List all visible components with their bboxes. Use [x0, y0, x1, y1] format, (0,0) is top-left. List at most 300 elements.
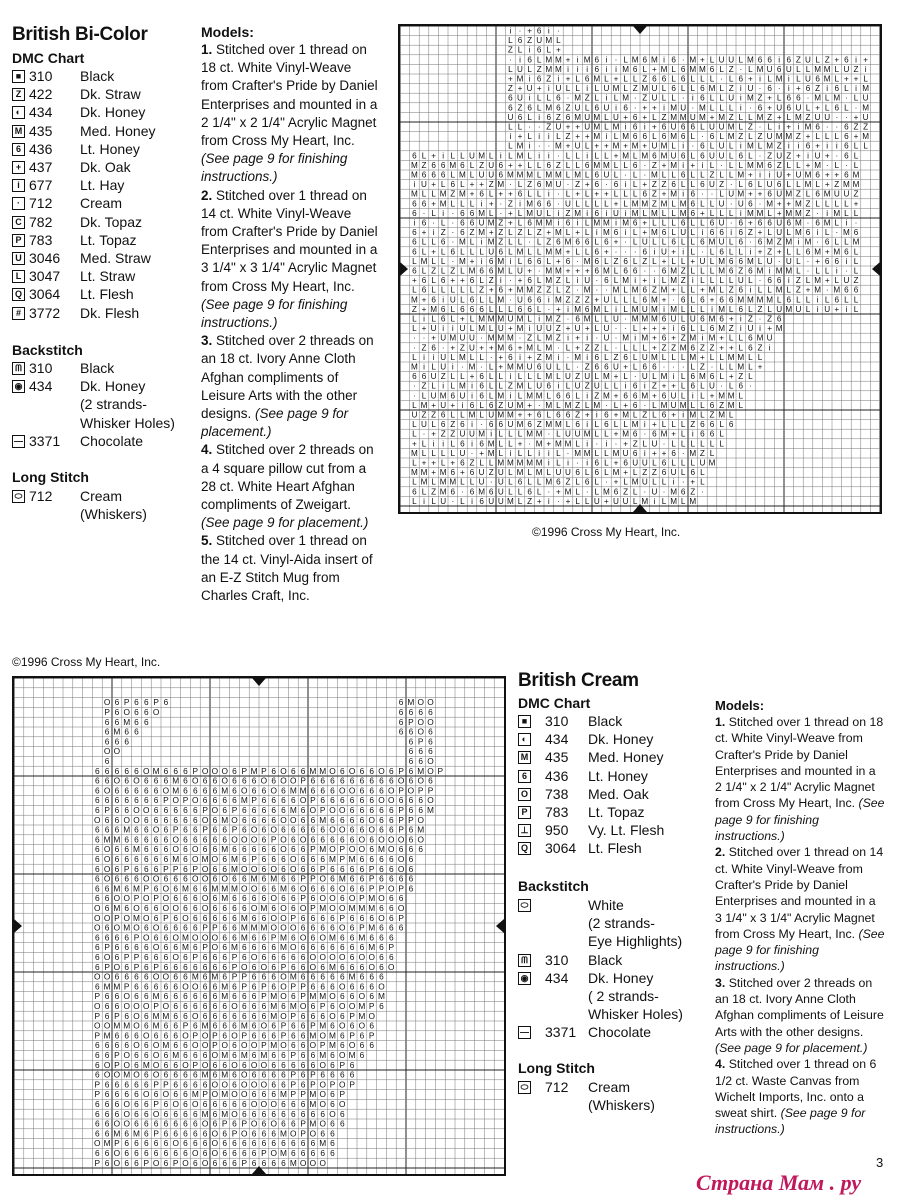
dmc-number: 435: [545, 749, 569, 766]
svg-text:O: O: [201, 932, 209, 943]
svg-text:·: ·: [825, 160, 829, 170]
model-item: 5. Stitched over 1 thread on the 14 ct. Vinyl-Aida insert of an E-Z Stitch Mug from Charles Craft, Inc.: [201, 533, 373, 604]
svg-text:i: i: [797, 237, 800, 247]
svg-text:M: M: [516, 285, 524, 295]
svg-text:6: 6: [290, 883, 296, 894]
svg-text:i: i: [547, 189, 550, 199]
svg-text:L: L: [460, 477, 465, 487]
svg-text:·: ·: [509, 55, 512, 65]
svg-text:M: M: [497, 391, 505, 401]
svg-text:L: L: [527, 477, 532, 487]
svg-text:L: L: [690, 132, 696, 142]
svg-text:6: 6: [143, 697, 149, 708]
svg-text:6: 6: [661, 458, 667, 468]
svg-text:M: M: [516, 74, 524, 84]
svg-text:U: U: [843, 189, 850, 199]
svg-text:L: L: [728, 362, 734, 372]
svg-text:O: O: [143, 873, 150, 884]
svg-text:+: +: [796, 84, 801, 94]
svg-text:L: L: [805, 189, 811, 199]
svg-text:M: M: [478, 228, 485, 238]
svg-text:Z: Z: [594, 343, 600, 353]
svg-text:+: +: [642, 228, 648, 238]
svg-text:O: O: [270, 1118, 277, 1129]
svg-text:6: 6: [330, 912, 335, 923]
svg-text:L: L: [680, 429, 686, 439]
svg-text:6: 6: [124, 854, 130, 865]
svg-text:6: 6: [163, 1128, 169, 1139]
svg-text:6: 6: [748, 266, 753, 276]
svg-text:6: 6: [349, 883, 355, 894]
svg-text:i: i: [471, 496, 473, 506]
svg-text:L: L: [498, 372, 504, 382]
svg-text:6: 6: [183, 873, 188, 884]
svg-text:6: 6: [728, 420, 734, 430]
svg-text:6: 6: [134, 991, 139, 1002]
svg-text:L: L: [690, 180, 696, 190]
svg-text:6: 6: [104, 991, 110, 1002]
svg-text:P: P: [123, 952, 130, 963]
svg-text:L: L: [671, 93, 676, 103]
svg-text:6: 6: [460, 160, 465, 170]
svg-text:6: 6: [310, 883, 316, 894]
svg-text:L: L: [508, 429, 513, 439]
svg-text:O: O: [241, 785, 248, 796]
svg-text:6: 6: [212, 991, 218, 1002]
svg-text:6: 6: [153, 834, 159, 845]
svg-text:O: O: [427, 765, 434, 776]
svg-text:U: U: [766, 180, 773, 190]
svg-text:6: 6: [212, 1099, 218, 1110]
svg-text:i: i: [855, 84, 857, 94]
svg-text:·: ·: [614, 439, 618, 449]
svg-text:+: +: [642, 218, 648, 228]
svg-text:O: O: [133, 1040, 140, 1051]
svg-text:L: L: [623, 160, 628, 170]
svg-text:6: 6: [330, 775, 335, 786]
svg-text:L: L: [594, 324, 600, 334]
svg-text:6: 6: [310, 922, 316, 933]
svg-text:6: 6: [300, 805, 306, 816]
svg-text:L: L: [488, 372, 494, 382]
svg-text:U: U: [651, 487, 658, 497]
svg-text:6: 6: [431, 295, 436, 305]
svg-text:M: M: [679, 112, 687, 122]
svg-text:+: +: [642, 180, 648, 190]
svg-text:O: O: [211, 854, 219, 865]
svg-text:M: M: [641, 314, 649, 324]
svg-text:+: +: [508, 324, 513, 334]
svg-text:6: 6: [479, 372, 484, 382]
svg-text:U: U: [536, 36, 543, 46]
svg-text:i: i: [653, 496, 656, 506]
svg-text:M: M: [309, 991, 317, 1002]
svg-text:6: 6: [222, 1099, 228, 1110]
svg-text:M: M: [487, 314, 495, 324]
svg-text:U: U: [593, 496, 600, 506]
svg-text:L: L: [469, 160, 475, 170]
svg-text:6: 6: [261, 834, 267, 845]
svg-text:M: M: [708, 285, 716, 295]
svg-text:O: O: [270, 922, 277, 933]
svg-text:6: 6: [290, 1138, 296, 1149]
svg-text:P: P: [339, 854, 346, 865]
svg-text:·: ·: [758, 276, 762, 286]
svg-text:·: ·: [557, 496, 560, 506]
svg-text:+: +: [700, 55, 705, 65]
svg-text:Z: Z: [536, 228, 542, 238]
svg-text:6: 6: [94, 1050, 100, 1061]
svg-text:·: ·: [557, 343, 560, 353]
svg-text:M: M: [756, 64, 764, 74]
svg-text:6: 6: [202, 844, 208, 855]
svg-text:Z: Z: [584, 93, 590, 103]
svg-text:Z: Z: [498, 218, 504, 228]
color-name: Lt. Flesh: [80, 286, 134, 303]
svg-text:M: M: [133, 844, 140, 855]
svg-text:·: ·: [643, 266, 647, 276]
svg-text:6: 6: [251, 981, 257, 992]
svg-text:+: +: [853, 74, 859, 84]
svg-text:M: M: [631, 208, 639, 218]
svg-text:6: 6: [222, 1001, 228, 1012]
svg-text:6: 6: [412, 266, 417, 276]
svg-text:6: 6: [320, 1069, 326, 1080]
svg-text:+: +: [671, 381, 676, 391]
svg-text:Z: Z: [795, 276, 801, 286]
svg-text:L: L: [680, 314, 686, 324]
svg-text:O: O: [94, 1138, 101, 1149]
svg-text:6: 6: [536, 410, 542, 420]
svg-text:6: 6: [330, 942, 335, 953]
svg-text:L: L: [652, 112, 657, 122]
svg-text:+: +: [431, 400, 436, 410]
svg-text:6: 6: [212, 824, 218, 835]
svg-text:M: M: [727, 400, 735, 410]
svg-text:·: ·: [451, 256, 455, 266]
svg-text:6: 6: [398, 844, 404, 855]
svg-text:Z: Z: [680, 276, 686, 286]
svg-text:6: 6: [124, 873, 130, 884]
svg-text:O: O: [152, 873, 160, 884]
svg-text:L: L: [767, 304, 772, 314]
svg-text:Z: Z: [440, 372, 446, 382]
svg-text:M: M: [516, 170, 524, 180]
svg-text:O: O: [133, 775, 140, 786]
svg-text:6: 6: [748, 180, 753, 190]
svg-text:U: U: [603, 103, 610, 113]
svg-text:6: 6: [163, 922, 169, 933]
svg-text:6: 6: [738, 285, 744, 295]
svg-text:6: 6: [232, 795, 237, 806]
svg-text:M: M: [622, 333, 629, 343]
svg-text:P: P: [231, 1128, 238, 1139]
svg-text:P: P: [241, 1157, 248, 1168]
svg-text:O: O: [172, 844, 179, 855]
svg-text:6: 6: [300, 1069, 306, 1080]
svg-text:6: 6: [232, 1040, 237, 1051]
svg-text:O: O: [103, 844, 111, 855]
svg-text:M: M: [583, 448, 591, 458]
svg-text:6: 6: [114, 1079, 120, 1090]
svg-text:6: 6: [192, 912, 198, 923]
svg-text:+: +: [805, 132, 811, 142]
svg-text:L: L: [757, 141, 763, 151]
svg-text:O: O: [339, 785, 346, 796]
svg-text:6: 6: [349, 1059, 355, 1070]
svg-text:M: M: [583, 285, 591, 295]
svg-text:Z: Z: [795, 132, 801, 142]
svg-text:L: L: [527, 372, 532, 382]
svg-text:6: 6: [183, 1089, 188, 1100]
svg-text:M: M: [497, 333, 505, 343]
svg-text:+: +: [623, 141, 628, 151]
svg-text:6: 6: [183, 1010, 188, 1021]
svg-text:6: 6: [202, 775, 208, 786]
svg-text:6: 6: [192, 1079, 198, 1090]
svg-text:M: M: [439, 189, 447, 199]
svg-text:6: 6: [143, 1148, 149, 1159]
svg-text:M: M: [651, 314, 658, 324]
color-name: Dk. Honey: [80, 378, 146, 395]
svg-text:U: U: [766, 333, 773, 343]
svg-text:M: M: [660, 151, 668, 161]
svg-text:M: M: [689, 448, 697, 458]
svg-text:6: 6: [143, 716, 149, 727]
symbol-icon: ·: [12, 197, 25, 210]
svg-text:6: 6: [412, 247, 417, 257]
svg-text:O: O: [172, 903, 179, 914]
svg-text:M: M: [574, 448, 581, 458]
svg-text:M: M: [535, 391, 543, 401]
svg-text:6: 6: [173, 765, 179, 776]
svg-text:L: L: [613, 381, 619, 391]
svg-text:6: 6: [709, 218, 715, 228]
svg-text:+: +: [661, 448, 667, 458]
svg-text:6: 6: [418, 795, 424, 806]
svg-text:P: P: [349, 1079, 355, 1090]
svg-text:L: L: [700, 439, 705, 449]
svg-text:·: ·: [547, 304, 551, 314]
svg-text:O: O: [309, 805, 317, 816]
svg-text:M: M: [775, 132, 783, 142]
svg-text:6: 6: [271, 1138, 277, 1149]
svg-text:6: 6: [320, 795, 326, 806]
svg-text:U: U: [785, 64, 792, 74]
svg-text:6: 6: [320, 922, 326, 933]
svg-text:M: M: [670, 487, 677, 497]
svg-text:6: 6: [134, 1099, 139, 1110]
svg-text:P: P: [349, 1010, 355, 1021]
svg-text:6: 6: [700, 84, 705, 94]
svg-text:6: 6: [330, 1118, 335, 1129]
svg-text:·: ·: [854, 218, 858, 228]
svg-text:U: U: [603, 333, 610, 343]
svg-text:O: O: [280, 981, 287, 992]
svg-text:M: M: [211, 971, 219, 982]
svg-text:6: 6: [536, 45, 542, 55]
svg-text:P: P: [94, 1010, 101, 1021]
svg-text:O: O: [162, 903, 170, 914]
svg-text:+: +: [767, 324, 772, 334]
svg-text:L: L: [527, 381, 532, 391]
svg-text:L: L: [517, 45, 523, 55]
svg-text:M: M: [679, 400, 687, 410]
svg-text:O: O: [133, 1001, 140, 1012]
svg-text:M: M: [507, 333, 514, 343]
svg-text:M: M: [516, 420, 524, 430]
svg-text:L: L: [661, 420, 667, 430]
svg-text:O: O: [378, 912, 385, 923]
svg-text:6: 6: [173, 1010, 179, 1021]
svg-text:·: ·: [413, 343, 416, 353]
svg-text:6: 6: [134, 863, 139, 874]
svg-text:O: O: [270, 785, 277, 796]
svg-text:L: L: [671, 199, 676, 209]
svg-text:P: P: [241, 765, 248, 776]
svg-text:i: i: [595, 410, 598, 420]
svg-text:i: i: [739, 93, 742, 103]
svg-text:L: L: [728, 304, 734, 314]
svg-text:6: 6: [251, 1108, 257, 1119]
svg-text:U: U: [776, 170, 783, 180]
svg-text:L: L: [498, 439, 504, 449]
svg-text:i: i: [739, 84, 742, 94]
svg-text:Z: Z: [795, 189, 801, 199]
svg-text:L: L: [853, 295, 859, 305]
svg-text:6: 6: [652, 74, 657, 84]
svg-text:L: L: [517, 122, 523, 132]
svg-text:L: L: [767, 74, 772, 84]
color-name: Lt. Hay: [80, 177, 125, 194]
svg-text:6: 6: [300, 863, 306, 874]
svg-text:U: U: [469, 429, 475, 439]
svg-text:M: M: [545, 247, 553, 257]
svg-text:M: M: [221, 844, 229, 855]
svg-text:M: M: [708, 458, 716, 468]
svg-text:L: L: [834, 64, 840, 74]
svg-text:+: +: [613, 429, 619, 439]
svg-text:L: L: [412, 429, 417, 439]
svg-text:6: 6: [183, 824, 188, 835]
svg-text:M: M: [785, 237, 793, 247]
svg-text:6: 6: [94, 1099, 100, 1110]
svg-text:L: L: [815, 266, 820, 276]
svg-text:6: 6: [183, 922, 188, 933]
svg-text:i: i: [567, 304, 569, 314]
svg-text:O: O: [339, 883, 346, 894]
svg-text:L: L: [652, 132, 657, 142]
svg-text:U: U: [824, 304, 831, 314]
symbol-icon: —: [520, 1027, 529, 1038]
svg-text:6: 6: [124, 932, 130, 943]
svg-text:6: 6: [320, 834, 326, 845]
svg-text:6: 6: [241, 991, 247, 1002]
svg-text:6: 6: [183, 893, 188, 904]
svg-text:6: 6: [153, 775, 159, 786]
svg-text:P: P: [261, 981, 267, 992]
svg-text:M: M: [795, 228, 802, 238]
svg-text:6: 6: [632, 448, 638, 458]
svg-text:6: 6: [173, 1128, 179, 1139]
svg-text:M: M: [814, 247, 821, 257]
svg-text:+: +: [431, 333, 436, 343]
svg-text:L: L: [796, 74, 801, 84]
svg-text:+: +: [517, 343, 523, 353]
svg-text:+: +: [786, 170, 792, 180]
svg-text:6: 6: [594, 64, 600, 74]
svg-text:6: 6: [183, 805, 188, 816]
svg-text:M: M: [670, 496, 677, 506]
svg-text:6: 6: [104, 922, 110, 933]
top-title: British Bi-Color: [12, 24, 148, 45]
svg-text:M: M: [545, 103, 553, 113]
svg-text:6: 6: [330, 1001, 335, 1012]
svg-text:L: L: [594, 151, 600, 161]
svg-text:6: 6: [104, 716, 110, 727]
svg-text:6: 6: [241, 844, 247, 855]
svg-text:M: M: [526, 429, 533, 439]
svg-text:6: 6: [517, 477, 523, 487]
svg-text:6: 6: [460, 439, 465, 449]
svg-text:6: 6: [834, 295, 840, 305]
svg-text:6: 6: [251, 814, 257, 825]
svg-text:M: M: [172, 1050, 180, 1061]
svg-text:6: 6: [300, 814, 306, 825]
svg-text:6: 6: [310, 981, 316, 992]
svg-text:L: L: [594, 448, 600, 458]
top-dmc-heading: DMC Chart: [12, 50, 85, 66]
svg-text:M: M: [785, 132, 793, 142]
svg-text:O: O: [241, 1069, 248, 1080]
svg-text:6: 6: [369, 765, 375, 776]
svg-text:6: 6: [359, 1040, 365, 1051]
svg-text:+: +: [796, 151, 801, 161]
svg-text:6: 6: [183, 971, 188, 982]
svg-text:M: M: [583, 256, 591, 266]
svg-text:6: 6: [728, 295, 734, 305]
svg-text:·: ·: [825, 122, 829, 132]
svg-text:6: 6: [134, 726, 139, 737]
svg-text:M: M: [641, 151, 649, 161]
svg-text:O: O: [231, 1001, 238, 1012]
svg-text:L: L: [431, 381, 436, 391]
svg-text:M: M: [593, 160, 601, 170]
dmc-number: 3046: [29, 250, 61, 266]
svg-text:6: 6: [310, 775, 316, 786]
svg-text:M: M: [309, 765, 317, 776]
svg-text:6: 6: [271, 805, 277, 816]
svg-text:6: 6: [428, 707, 433, 718]
svg-text:M: M: [641, 333, 649, 343]
svg-text:6: 6: [163, 1148, 169, 1159]
svg-text:6: 6: [412, 199, 417, 209]
svg-text:6: 6: [700, 420, 705, 430]
svg-text:i: i: [605, 93, 608, 103]
svg-text:6: 6: [261, 942, 267, 953]
svg-text:L: L: [604, 151, 609, 161]
svg-text:Z: Z: [565, 208, 571, 218]
svg-text:L: L: [661, 170, 667, 180]
symbol-icon: M: [518, 751, 531, 764]
svg-text:6: 6: [834, 103, 840, 113]
svg-text:M: M: [459, 381, 466, 391]
svg-text:6: 6: [251, 991, 257, 1002]
model-item: 1. Stitched over 1 thread on 18 ct. White Vinyl-Weave from Crafter's Pride by Daniel Enterprises and mounted in a 2 1/4" x 2 1/4" Acrylic Magnet from Cross My Heart, Inc. (See page 9 for finishing instructions.): [715, 715, 885, 844]
svg-text:O: O: [123, 1001, 130, 1012]
svg-text:6: 6: [469, 487, 475, 497]
svg-text:·: ·: [595, 276, 599, 286]
